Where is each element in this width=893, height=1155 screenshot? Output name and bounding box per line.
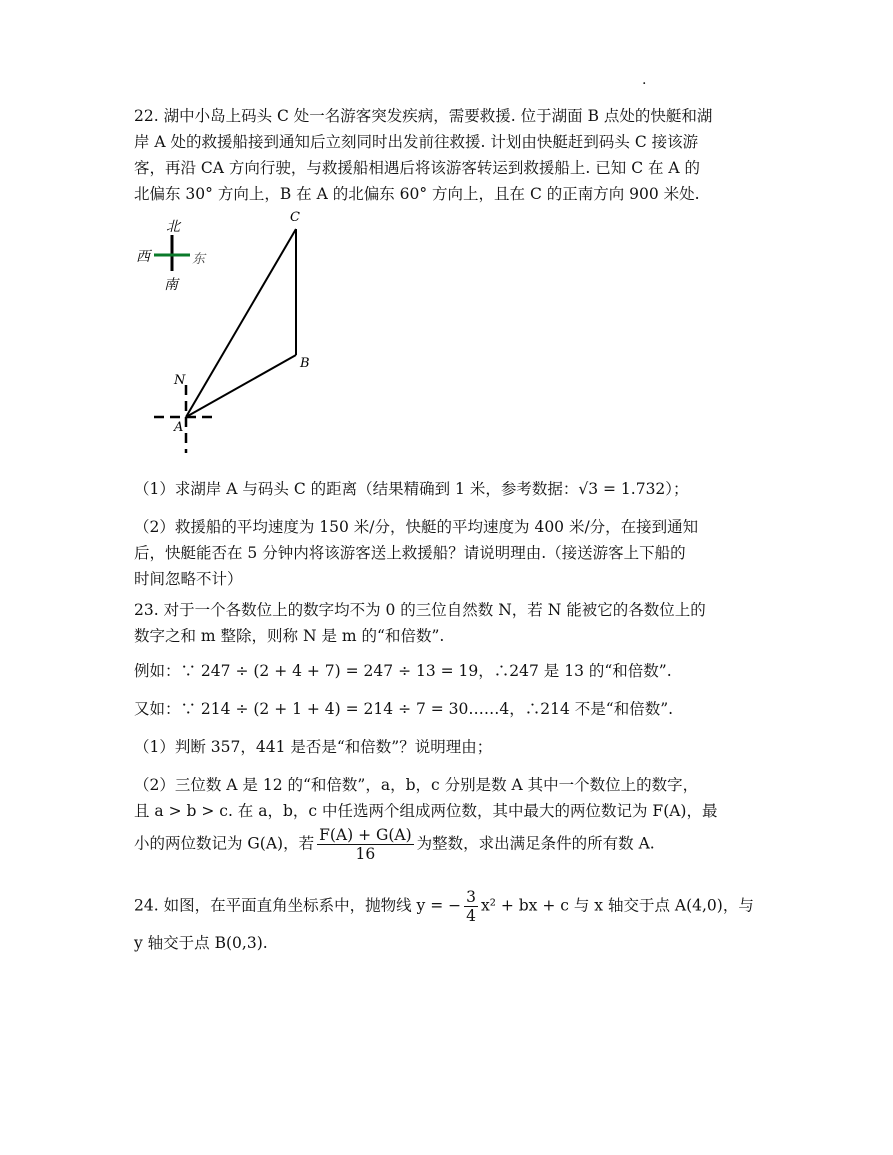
q23-fraction-denominator: 16 xyxy=(355,845,376,863)
q22-part2-line3: 时间忽略不计） xyxy=(134,570,243,588)
q23-part1: （1）判断 357，441 是否是“和倍数”？说明理由； xyxy=(134,738,493,756)
q24-line2: y 轴交于点 B(0,3). xyxy=(134,934,268,952)
q23-part2-line2: 且 a > b > c. 在 a，b，c 中任选两个组成两位数，其中最大的两位数记为 F(A)，最 xyxy=(134,802,718,820)
q24-fraction-numerator: 3 xyxy=(466,888,476,906)
point-b-label: B xyxy=(300,356,310,371)
q24-line1 xyxy=(134,888,754,925)
q23-part2-line3-start: 小的两位数记为 G(A)，若 xyxy=(134,834,315,853)
q23-part2-line3 xyxy=(134,826,754,863)
q22-part2-line1: （2）救援船的平均速度为 150 米/分，快艇的平均速度为 400 米/分，在接到通知 xyxy=(134,518,699,536)
q22-part2-line2: 后，快艇能否在 5 分钟内将该游客送上救援船？请说明理由.（接送游客上下船的 xyxy=(134,544,686,562)
dashed-axes xyxy=(154,385,218,453)
q22-intro-line3: 客，再沿 CA 方向行驶，与救援船相遇后将该游客转运到救援船上. 已知 C 在 A 的 xyxy=(134,159,701,177)
point-a-label: A xyxy=(174,420,184,435)
q24-line1-end: x² + bx + c 与 x 轴交于点 A(4,0)，与 xyxy=(480,896,754,915)
compass-north-label: 北 xyxy=(166,219,180,235)
q23-example-1: 例如：∵ 247 ÷ (2 + 4 + 7) = 247 ÷ 13 = 19，∴247 是 13 的“和倍数”. xyxy=(134,662,672,680)
q23-part2-line1: （2）三位数 A 是 12 的“和倍数”，a，b，c 分别是数 A 其中一个数位上的数字， xyxy=(134,776,699,794)
q22-figure xyxy=(130,205,310,460)
compass-west-label: 西 xyxy=(136,249,150,265)
q24-line1-start: 24. 如图，在平面直角坐标系中，抛物线 y = − xyxy=(134,896,462,915)
q22-intro-line4: 北偏东 30° 方向上，B 在 A 的北偏东 60° 方向上，且在 C 的正南方向 900 米处. xyxy=(134,185,700,203)
q24-fraction-denominator: 4 xyxy=(466,907,476,925)
q22-intro-line2: 岸 A 处的救援船接到通知后立刻同时出发前往救援. 计划由快艇赶到码头 C 接该游 xyxy=(134,133,699,151)
compass-south-label: 南 xyxy=(164,277,178,293)
compass-east-label: 东 xyxy=(192,252,206,267)
q22-part1: （1）求湖岸 A 与码头 C 的距离（结果精确到 1 米，参考数据：√3 = 1.732）； xyxy=(134,480,689,498)
q23-intro-line2: 数字之和 m 整除，则称 N 是 m 的“和倍数”. xyxy=(134,627,445,645)
point-n-label: N xyxy=(174,373,186,388)
segment-ab xyxy=(186,355,296,417)
q23-fraction-numerator: F(A) + G(A) xyxy=(319,826,412,844)
q23-example-2: 又如：∵ 214 ÷ (2 + 1 + 4) = 214 ÷ 7 = 30……4，∴214 不是“和倍数”. xyxy=(134,700,674,718)
q23-part2-line3-end: 为整数，求出满足条件的所有数 A. xyxy=(416,834,655,853)
page-mark: . xyxy=(642,72,647,88)
q24-fraction xyxy=(464,888,478,925)
compass-icon xyxy=(136,219,207,293)
q22-intro-line1: 22. 湖中小岛上码头 C 处一名游客突发疾病，需要救援. 位于湖面 B 点处的快艇和湖 xyxy=(134,107,713,125)
q23-fraction xyxy=(317,826,414,863)
point-c-label: C xyxy=(290,210,300,225)
q23-intro-line1: 23. 对于一个各数位上的数字均不为 0 的三位自然数 N，若 N 能被它的各数位上的 xyxy=(134,601,706,619)
